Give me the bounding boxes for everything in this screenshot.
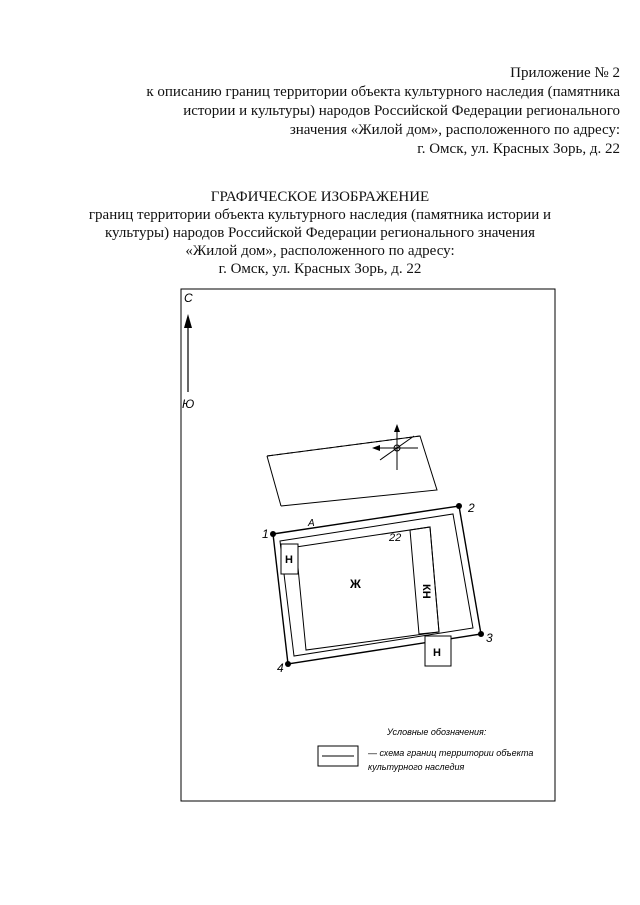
legend-line-1: — схема границ территории объекта [368,748,534,758]
building-main-outline [296,527,439,650]
building-small-2-label: Н [433,647,441,659]
north-label: С [184,291,193,305]
building-main-label: Ж [350,577,361,591]
title-line-2: культуры) народов Российской Федерации регионального значения [104,225,536,241]
map-frame [181,289,555,801]
boundary-point-4-marker [285,661,291,667]
title-address: г. Омск, ул. Красных Зорь, д. 22 [218,261,422,277]
building-small-1-label: Н [285,554,293,566]
compass-rose-icon [372,424,418,470]
boundary-point-3-marker [478,631,484,637]
legend-title: Условные обозначения: [387,727,487,737]
appendix-desc-line-1: к описанию границ территории объекта культурного наследия (памятника [146,84,620,100]
appendix-number: Приложение № 2 [510,65,620,81]
title-line-1: границ территории объекта культурного наследия (памятника истории и [88,207,552,223]
title-line-3: «Жилой дом», расположенного по адресу: [185,243,455,259]
north-arrow-icon [184,314,192,328]
building-side-outline [410,527,439,634]
house-number-label: 22 [389,532,402,544]
legend-line-2: культурного наследия [368,762,465,772]
building-side-label: КН [420,584,432,599]
south-label: Ю [182,397,195,411]
boundary-point-1-marker [270,531,276,537]
title-heading: ГРАФИЧЕСКОЕ ИЗОБРАЖЕНИЕ [210,189,430,205]
boundary-point-3-label: 3 [486,631,493,645]
appendix-desc-line-2: истории и культуры) народов Российской Федерации регионального [183,103,620,119]
boundary-point-1-label: 1 [262,527,269,541]
boundary-point-2-label: 2 [468,501,475,515]
appendix-address: г. Омск, ул. Красных Зорь, д. 22 [417,141,620,157]
boundary-point-2-marker [456,503,462,509]
segment-label: А [308,518,315,529]
appendix-desc-line-3: значения «Жилой дом», расположенного по адресу: [289,122,620,138]
neighbor-parcel-left-edge [267,456,281,506]
boundary-point-4-label: 4 [277,661,284,675]
neighbor-parcel-outline [267,436,437,506]
